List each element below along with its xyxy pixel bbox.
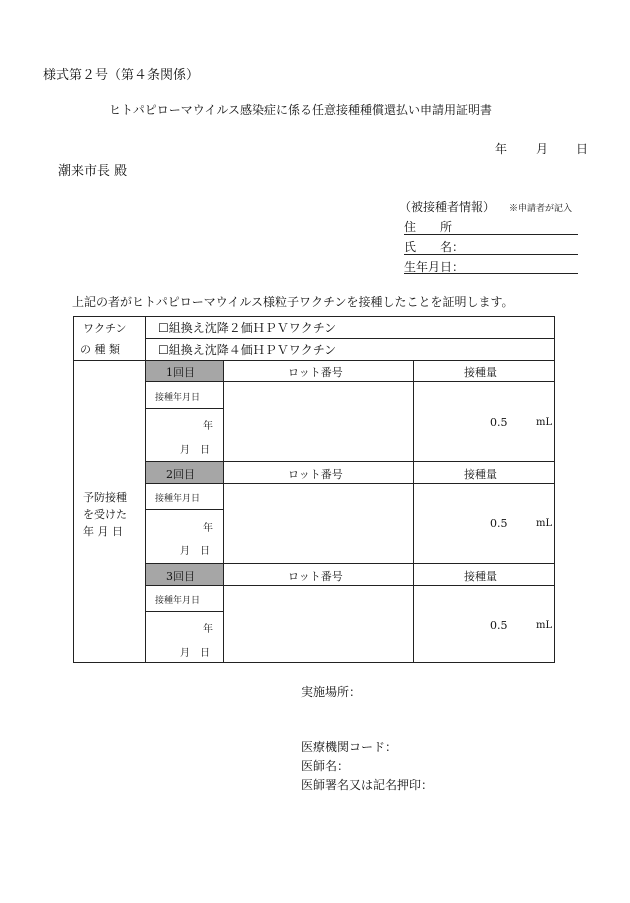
- column-line: [145, 316, 146, 663]
- certification-statement: 上記の者がヒトパピローマウイルス様粒子ワクチンを接種したことを証明します。: [72, 295, 514, 309]
- birthdate-label: 生年月日：: [404, 260, 465, 274]
- recipient-heading: （被接種者情報）: [399, 200, 496, 214]
- dose-amount-value: 0.5: [490, 619, 508, 632]
- row-line: [145, 563, 554, 564]
- vaccine-type-label-2: の 種 類: [80, 343, 120, 356]
- checkbox-icon[interactable]: ☐: [158, 343, 169, 357]
- vaccine-option-bivalent[interactable]: [158, 319, 336, 336]
- name-underline: [404, 254, 578, 255]
- date-year-label: 年: [495, 142, 508, 156]
- name-label: 氏 名：: [404, 240, 465, 254]
- location-label: 実施場所：: [301, 685, 362, 699]
- lot-number-header: ロット番号: [288, 570, 343, 583]
- row-line: [145, 509, 223, 510]
- recipient-note: ※申請者が記入: [509, 204, 573, 214]
- document-title: ヒトパピローマウイルス感染症に係る任意接種種償還払い申請用証明書: [109, 103, 493, 117]
- doctor-name-label: 医師名：: [301, 759, 350, 773]
- address-label: 住 所: [404, 220, 453, 234]
- form-number: 様式第２号（第４条関係）: [43, 68, 200, 83]
- vaccination-date-label-2: を受けた: [83, 508, 127, 521]
- round-3-label: 3回目: [166, 570, 195, 583]
- row-line: [145, 611, 223, 612]
- vaccine-option-label: 組換え沈降４価ＨＰＶワクチン: [168, 343, 337, 357]
- dose-amount-value: 0.5: [490, 416, 508, 429]
- doctor-signature-label: 医師署名又は記名押印：: [301, 778, 434, 792]
- dose-amount-value: 0.5: [490, 517, 508, 530]
- round-1-label: 1回目: [166, 366, 195, 379]
- year-char: 年: [203, 421, 213, 432]
- date-month-label: 月: [536, 142, 549, 156]
- month-day-chars: 月 日: [180, 546, 210, 557]
- dose-amount-header: 接種量: [464, 468, 497, 481]
- column-line: [413, 360, 414, 663]
- lot-number-header: ロット番号: [288, 366, 343, 379]
- dose-amount-header: 接種量: [464, 366, 497, 379]
- row-line: [145, 483, 554, 484]
- vaccination-date-label-3: 年 月 日: [83, 525, 123, 538]
- row-line: [145, 585, 554, 586]
- row-line: [145, 338, 554, 339]
- column-line: [223, 360, 224, 663]
- vaccination-date-label: 予防接種: [83, 491, 127, 504]
- dose-unit: mL: [536, 620, 553, 631]
- checkbox-icon[interactable]: ☐: [158, 321, 169, 335]
- vaccine-option-label: 組換え沈降２価ＨＰＶワクチン: [168, 321, 337, 335]
- row-line: [145, 408, 223, 409]
- month-day-chars: 月 日: [180, 648, 210, 659]
- date-sub-label: 接種年月日: [155, 494, 201, 504]
- date-sub-label: 接種年月日: [155, 393, 201, 403]
- address-underline: [404, 234, 578, 235]
- birthdate-underline: [404, 273, 578, 274]
- date-day-label: 日: [576, 142, 589, 156]
- dose-unit: mL: [536, 518, 553, 529]
- vaccine-type-label: ワクチン: [83, 322, 127, 335]
- month-day-chars: 月 日: [180, 445, 210, 456]
- year-char: 年: [203, 624, 213, 635]
- row-line: [145, 381, 554, 382]
- vaccine-option-quadrivalent[interactable]: [158, 341, 336, 358]
- year-char: 年: [203, 523, 213, 534]
- round-2-label: 2回目: [166, 468, 195, 481]
- institution-code-label: 医療機関コード：: [301, 740, 398, 754]
- row-line: [145, 461, 554, 462]
- addressee: 潮来市長 殿: [58, 164, 128, 179]
- dose-amount-header: 接種量: [464, 570, 497, 583]
- date-sub-label: 接種年月日: [155, 596, 201, 606]
- dose-unit: mL: [536, 417, 553, 428]
- lot-number-header: ロット番号: [288, 468, 343, 481]
